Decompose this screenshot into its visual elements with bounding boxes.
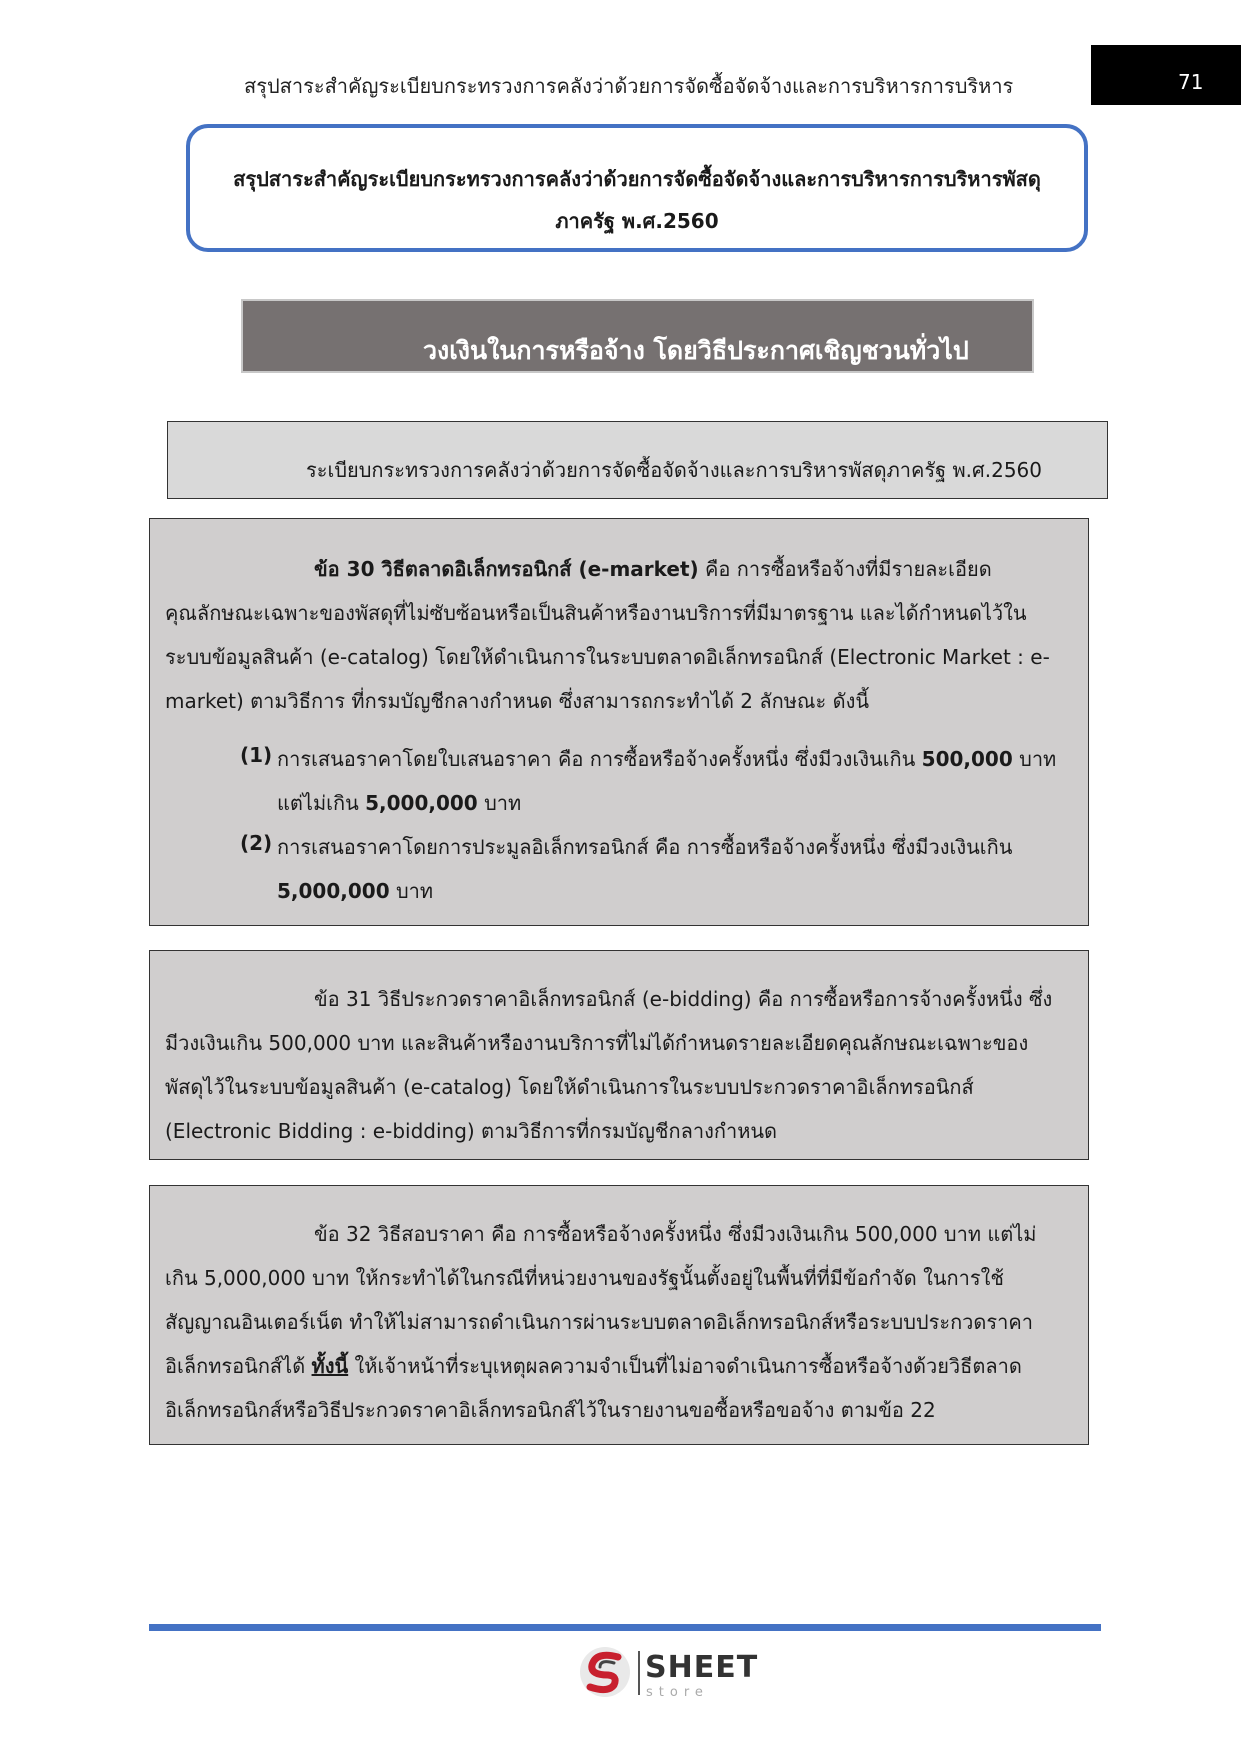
clause-32-line-4-pre: อิเล็กทรอนิกส์ได้: [165, 1354, 312, 1378]
clause-30-box: [149, 518, 1089, 926]
regulation-text: ระเบียบกระทรวงการคลังว่าด้วยการจัดซื้อจัดจ้างและการบริหารพัสดุภาครัฐ พ.ศ.2560: [306, 458, 1042, 482]
clause-30-line-1-rest: คือ การซื้อหรือจ้างที่มีรายละเอียด: [698, 557, 992, 581]
clause-30-item-1: [240, 743, 272, 767]
document-title-box: [186, 124, 1088, 252]
page-number-tab: [1091, 45, 1241, 105]
document-title-line-2: ภาครัฐ พ.ศ.2560: [555, 209, 719, 233]
clause-32-line-1: ข้อ 32 วิธีสอบราคา คือ การซื้อหรือจ้างครั้งหนึ่ง ซึ่งมีวงเงินเกิน 500,000 บาท แต่ไม่: [314, 1222, 1037, 1246]
running-header: สรุปสาระสำคัญระเบียบกระทรวงการคลังว่าด้วยการจัดซื้อจัดจ้างและการบริหารการบริหาร: [244, 74, 1014, 98]
section-banner: [241, 299, 1034, 373]
clause-31-line-4: (Electronic Bidding : e-bidding) ตามวิธีการที่กรมบัญชีกลางกำหนด: [165, 1119, 778, 1143]
clause-32-line-4-post: ให้เจ้าหน้าที่ระบุเหตุผลความจำเป็นที่ไม่อาจดำเนินการซื้อหรือจ้างด้วยวิธีตลาด: [348, 1354, 1022, 1378]
clause-30-line-1: [314, 553, 992, 585]
clause-31-line-3: พัสดุไว้ในระบบข้อมูลสินค้า (e-catalog) โดยให้ดำเนินการในระบบประกวดราคาอิเล็กทรอนิกส์: [165, 1075, 974, 1099]
regulation-box: [167, 421, 1108, 499]
item-2-cont-unit: บาท: [389, 879, 434, 903]
item-1-number: (1): [240, 743, 273, 767]
item-1-unit: บาท: [1012, 747, 1057, 771]
clause-32-line-4: [165, 1350, 1022, 1382]
item-1-amount: 500,000: [921, 747, 1013, 771]
clause-32-line-5: อิเล็กทรอนิกส์หรือวิธีประกวดราคาอิเล็กทรอนิกส์ไว้ในรายงานขอซื้อหรือขอจ้าง ตามข้อ 22: [165, 1398, 936, 1422]
logo-subtext: store: [646, 1685, 709, 1700]
sheet-store-logo: [578, 1645, 759, 1705]
document-title-line-1: สรุปสาระสำคัญระเบียบกระทรวงการคลังว่าด้วยการจัดซื้อจัดจ้างและการบริหารการบริหารพัสดุ: [233, 167, 1041, 191]
clause-31-line-2: มีวงเงินเกิน 500,000 บาท และสินค้าหรืองานบริการที่ไม่ได้กำหนดรายละเอียดคุณลักษณะเฉพาะของ: [165, 1031, 1029, 1055]
item-2-number: (2): [240, 831, 273, 855]
logo-separator: [638, 1651, 640, 1695]
clause-31-line-1: ข้อ 31 วิธีประกวดราคาอิเล็กทรอนิกส์ (e-bidding) คือ การซื้อหรือการจ้างครั้งหนึ่ง ซึ่ง: [314, 987, 1053, 1011]
item-2-cont-amount: 5,000,000: [277, 879, 390, 903]
clause-30-item-1-text: [277, 743, 1056, 775]
item-1-cont-unit: บาท: [477, 791, 522, 815]
clause-30-item-2: [240, 831, 272, 855]
clause-32-line-3: สัญญาณอินเตอร์เน็ต ทำให้ไม่สามารถดำเนินการผ่านระบบตลาดอิเล็กทรอนิกส์หรือระบบประกวดราคา: [165, 1310, 1033, 1334]
item-1-text: การเสนอราคาโดยใบเสนอราคา คือ การซื้อหรือจ้างครั้งหนึ่ง ซึ่งมีวงเงินเกิน: [277, 747, 922, 771]
clause-32-emphasis: ทั้งนี้: [311, 1354, 349, 1378]
item-1-cont-pre: แต่ไม่เกิน: [277, 791, 366, 815]
sheet-store-s-icon: [578, 1645, 632, 1699]
page-number: 71: [1178, 70, 1204, 94]
clause-30-heading: ข้อ 30 วิธีตลาดอิเล็กทรอนิกส์ (e-market): [314, 557, 699, 581]
footer-rule: [149, 1624, 1101, 1631]
clause-30-line-3: ระบบข้อมูลสินค้า (e-catalog) โดยให้ดำเนินการในระบบตลาดอิเล็กทรอนิกส์ (Electronic Market : e-: [165, 645, 1050, 669]
clause-30-item-2-text: การเสนอราคาโดยการประมูลอิเล็กทรอนิกส์ คือ การซื้อหรือจ้างครั้งหนึ่ง ซึ่งมีวงเงินเกิน: [277, 835, 1013, 859]
item-1-cont-amount: 5,000,000: [365, 791, 478, 815]
logo-wordmark: SHEET: [645, 1650, 759, 1685]
clause-32-line-2: เกิน 5,000,000 บาท ให้กระทำได้ในกรณีที่หน่วยงานของรัฐนั้นตั้งอยู่ในพื้นที่ที่มีข้อกำจัด ในการใช้: [165, 1266, 1004, 1290]
clause-30-item-2-cont: [277, 875, 433, 907]
clause-30-line-2: คุณลักษณะเฉพาะของพัสดุที่ไม่ซับซ้อนหรือเป็นสินค้าหรืองานบริการที่มีมาตรฐาน และได้กำหนดไว้ใน: [165, 601, 1027, 625]
clause-32-box: [149, 1185, 1089, 1445]
clause-31-box: [149, 950, 1089, 1160]
clause-30-item-1-cont: [277, 787, 521, 819]
clause-30-line-4: market) ตามวิธีการ ที่กรมบัญชีกลางกำหนด ซึ่งสามารถกระทำได้ 2 ลักษณะ ดังนี้: [165, 689, 870, 713]
section-banner-text: วงเงินในการหรือจ้าง โดยวิธีประกาศเชิญชวนทั่วไป: [423, 336, 969, 365]
